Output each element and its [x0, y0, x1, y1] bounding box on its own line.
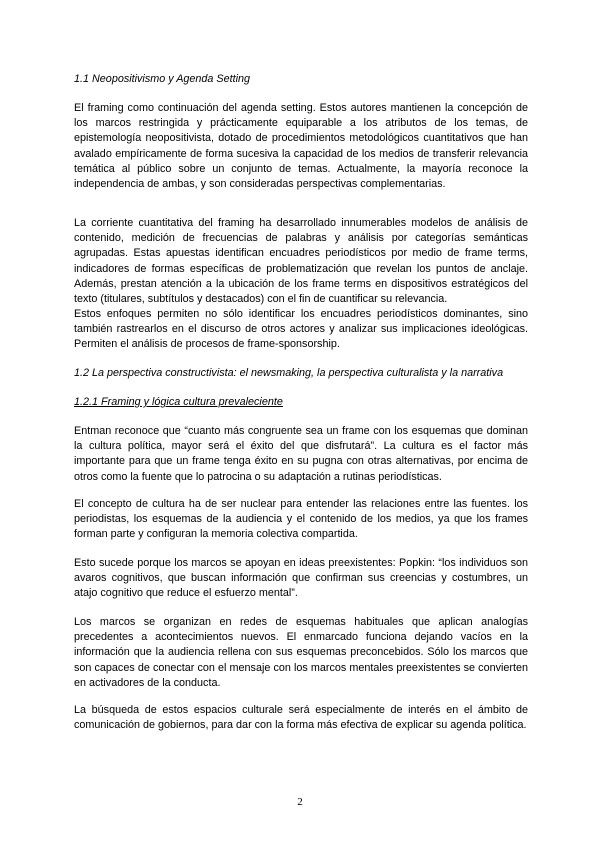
section-1-1-heading-block — [74, 72, 528, 86]
paragraph: La corriente cuantitativa del framing ha desarrollado innumerables modelos de análisis de contenido, medición de frecuencias de palabras y análisis por categorías semánticas agrupadas. Estas apuestas identifican encuadres periodísticos por medio de frame terms, indicadores de formas específicas de problematización que revelan los puntos de anclaje. Además, prestan atención a la ubicación de los frame terms en dispositivos estratégicos del texto (titulares, subtítulos y destacados) con el fin de cuantificar su relevancia. — [74, 217, 528, 306]
paragraph-block — [74, 216, 528, 307]
paragraph-block — [74, 101, 528, 192]
page-number: 2 — [297, 796, 303, 808]
paragraph: La búsqueda de estos espacios culturale será especialmente de interés en el ámbito de comunicación de gobiernos, para dar con la forma más efectiva de explicar su agenda política. — [74, 704, 528, 732]
paragraph-block — [74, 497, 528, 543]
paragraph-block — [74, 424, 528, 485]
subsection-heading: 1.2.1 Framing y lógica cultura prevaleciente — [74, 396, 283, 408]
section-heading: 1.1 Neopositivismo y Agenda Setting — [74, 73, 251, 85]
paragraph-block — [74, 703, 528, 733]
paragraph: El concepto de cultura ha de ser nuclear para entender las relaciones entre las fuentes. los periodistas, los esquemas de la audiencia y el contenido de los medios, ya que los frames forman parte y configuran la memoria colectiva compartida. — [74, 498, 528, 541]
paragraph: Estos enfoques permiten no sólo identificar los encuadres periodísticos dominantes, sino también rastrearlos en el discurso de otros actores y analizar sus implicaciones ideológicas. Permiten el análisis de procesos de frame-sponsorship. — [74, 308, 528, 351]
paragraph-block — [74, 556, 528, 602]
section-1-2-1-heading-block — [74, 395, 528, 409]
paragraph: Entman reconoce que “cuanto más congruente sea un frame con los esquemas que dominan la cultura política, mayor será el éxito del que disfrutará”. La cultura es el factor más importante para que un frame tenga éxito en su pugna con otras alternativas, por encima de otros como la fuente que lo patrocina o su adaptación a rutinas periodísticas. — [74, 425, 528, 483]
paragraph: El framing como continuación del agenda setting. Estos autores mantienen la concepción de los marcos restringida y prácticamente equiparable a los atributos de los temas, de epistemología neopositivista, dotado de procedimientos metodológicos cuantitativos que han avalado empíricamente de forma sucesiva la capacidad de los medios de transferir relevancia temática al público sobre un conjunto de temas. Actualmente, la mayoría reconoce la independencia de ambas, y son consideradas perspectivas complementarias. — [74, 102, 528, 191]
paragraph-block — [74, 307, 528, 353]
section-heading: 1.2 La perspectiva constructivista: el newsmaking, la perspectiva culturalista y la narrativa — [74, 367, 504, 379]
paragraph: Los marcos se organizan en redes de esquemas habituales que aplican analogías precedentes a acontecimientos nuevos. El enmarcado funciona dejando vacíos en la información que la audiencia rellena con sus esquemas preconcebidos. Sólo los marcos que son capaces de conectar con el mensaje con los marcos mentales preexistentes se convierten en activadores de la conducta. — [74, 616, 528, 689]
paragraph: Esto sucede porque los marcos se apoyan en ideas preexistentes: Popkin: “los individuos son avaros cognitivos, que buscan información que confirman sus creencias y costumbres, un atajo cognitivo que reduce el esfuerzo mental”. — [74, 557, 528, 600]
section-1-2-heading-block — [74, 366, 528, 380]
paragraph-block — [74, 615, 528, 691]
